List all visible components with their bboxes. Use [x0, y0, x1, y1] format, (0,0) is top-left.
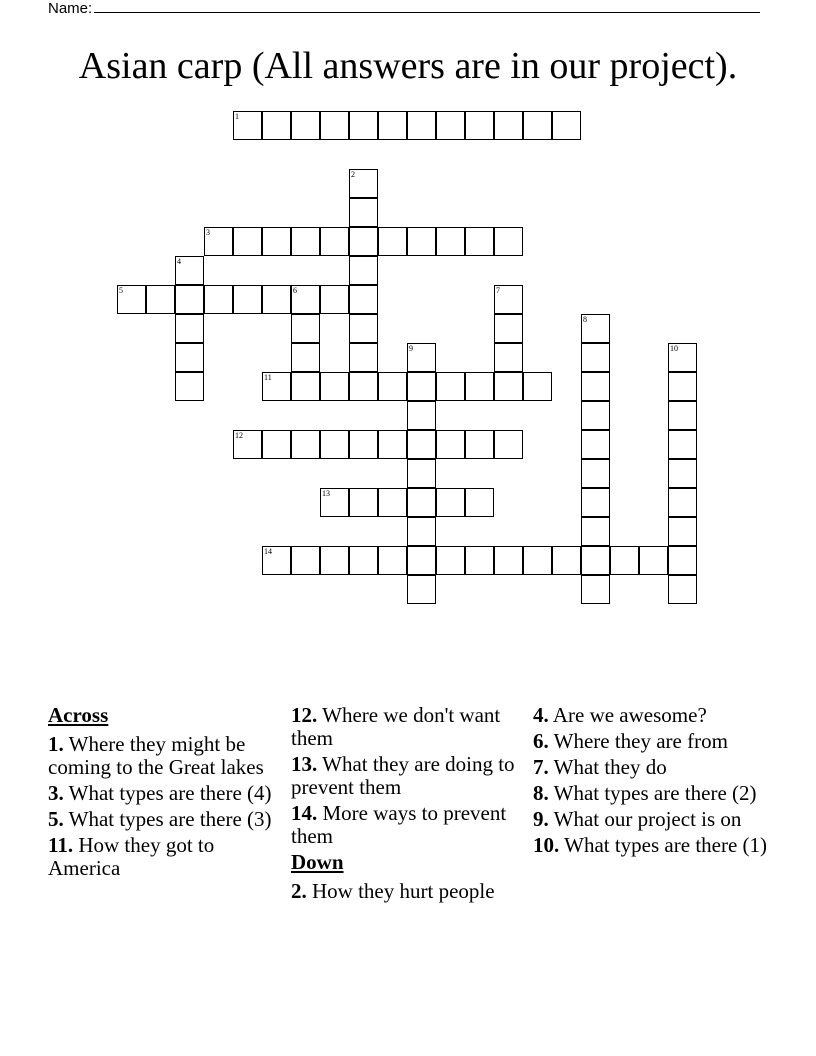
grid-cell[interactable] — [320, 546, 349, 575]
grid-cell[interactable] — [291, 285, 320, 314]
grid-cell[interactable] — [436, 372, 465, 401]
grid-cell[interactable] — [407, 459, 436, 488]
grid-cell[interactable] — [378, 546, 407, 575]
grid-cell[interactable] — [436, 111, 465, 140]
grid-cell[interactable] — [494, 227, 523, 256]
grid-cell[interactable] — [204, 227, 233, 256]
cell-number: 11 — [264, 373, 272, 382]
grid-cell[interactable] — [378, 430, 407, 459]
across-clue-3 — [48, 782, 280, 805]
grid-cell[interactable] — [668, 575, 697, 604]
cell-number: 2 — [351, 170, 355, 179]
grid-cell[interactable] — [465, 546, 494, 575]
grid-cell[interactable] — [291, 227, 320, 256]
grid-cell[interactable] — [349, 285, 378, 314]
grid-cell[interactable] — [349, 430, 378, 459]
grid-cell[interactable] — [320, 111, 349, 140]
grid-cell[interactable] — [378, 372, 407, 401]
down-heading: Down — [291, 850, 344, 874]
grid-cell[interactable] — [523, 546, 552, 575]
grid-cell[interactable] — [349, 372, 378, 401]
grid-cell[interactable] — [320, 227, 349, 256]
grid-cell[interactable] — [581, 372, 610, 401]
grid-cell[interactable] — [291, 343, 320, 372]
clue-text: Where they might be coming to the Great lakes — [48, 732, 264, 779]
clue-text: Where we don't want them — [291, 703, 501, 750]
clue-text: What types are there (3) — [68, 807, 272, 831]
page-title: Asian carp (All answers are in our project). — [78, 45, 738, 87]
grid-cell[interactable] — [378, 111, 407, 140]
down-clue-9 — [533, 808, 773, 831]
grid-cell[interactable] — [175, 314, 204, 343]
grid-cell[interactable] — [262, 372, 291, 401]
clue-number: 13. — [291, 752, 318, 776]
grid-cell[interactable] — [233, 285, 262, 314]
grid-cell[interactable] — [436, 546, 465, 575]
down-clue-6 — [533, 730, 773, 753]
clue-column-2 — [291, 704, 523, 906]
clue-text: What types are there (1) — [564, 833, 768, 857]
grid-cell[interactable] — [175, 256, 204, 285]
grid-cell[interactable] — [262, 430, 291, 459]
grid-cell[interactable] — [523, 372, 552, 401]
clue-text: Where they are from — [553, 729, 728, 753]
clue-text: Are we awesome? — [552, 703, 707, 727]
grid-cell[interactable] — [668, 343, 697, 372]
clue-number: 12. — [291, 703, 318, 727]
cell-number: 12 — [235, 431, 243, 440]
grid-cell[interactable] — [494, 285, 523, 314]
cell-number: 9 — [409, 344, 413, 353]
grid-cell[interactable] — [407, 430, 436, 459]
grid-cell[interactable] — [117, 285, 146, 314]
grid-cell[interactable] — [668, 430, 697, 459]
clue-text: What they do — [553, 755, 667, 779]
across-heading: Across — [48, 703, 109, 727]
grid-cell[interactable] — [610, 546, 639, 575]
grid-cell[interactable] — [465, 111, 494, 140]
down-clue-8 — [533, 782, 773, 805]
grid-cell[interactable] — [407, 227, 436, 256]
across-clue-13 — [291, 753, 523, 799]
clue-number: 11. — [48, 833, 74, 857]
grid-cell[interactable] — [494, 546, 523, 575]
grid-cell[interactable] — [349, 227, 378, 256]
grid-cell[interactable] — [552, 546, 581, 575]
grid-cell[interactable] — [291, 372, 320, 401]
grid-cell[interactable] — [581, 430, 610, 459]
cell-number: 10 — [670, 344, 678, 353]
clue-column-3 — [533, 704, 773, 860]
grid-cell[interactable] — [146, 285, 175, 314]
grid-cell[interactable] — [494, 314, 523, 343]
grid-cell[interactable] — [668, 459, 697, 488]
grid-cell[interactable] — [349, 198, 378, 227]
grid-cell[interactable] — [581, 488, 610, 517]
grid-cell[interactable] — [291, 546, 320, 575]
grid-cell[interactable] — [436, 430, 465, 459]
cell-number: 13 — [322, 489, 330, 498]
across-clue-5 — [48, 808, 280, 831]
clue-text: How they got to America — [48, 833, 215, 880]
clue-number: 5. — [48, 807, 64, 831]
cell-number: 14 — [264, 547, 272, 556]
grid-cell[interactable] — [349, 169, 378, 198]
grid-cell[interactable] — [204, 285, 233, 314]
name-label: Name: — [48, 0, 93, 17]
grid-cell[interactable] — [552, 111, 581, 140]
grid-cell[interactable] — [523, 111, 552, 140]
grid-cell[interactable] — [581, 343, 610, 372]
clue-text: What they are doing to prevent them — [291, 752, 515, 799]
grid-cell[interactable] — [320, 285, 349, 314]
grid-cell[interactable] — [407, 546, 436, 575]
cell-number: 5 — [119, 286, 123, 295]
grid-cell[interactable] — [233, 227, 262, 256]
grid-cell[interactable] — [378, 227, 407, 256]
grid-cell[interactable] — [262, 227, 291, 256]
down-clue-10 — [533, 834, 773, 857]
cell-number: 8 — [583, 315, 587, 324]
grid-cell[interactable] — [465, 372, 494, 401]
grid-cell[interactable] — [175, 343, 204, 372]
grid-cell[interactable] — [233, 111, 262, 140]
grid-cell[interactable] — [494, 111, 523, 140]
grid-cell[interactable] — [320, 372, 349, 401]
grid-cell[interactable] — [668, 401, 697, 430]
grid-cell[interactable] — [465, 488, 494, 517]
grid-cell[interactable] — [407, 111, 436, 140]
across-clue-11 — [48, 834, 280, 880]
grid-cell[interactable] — [349, 111, 378, 140]
across-clue-14 — [291, 802, 523, 848]
grid-cell[interactable] — [581, 517, 610, 546]
grid-cell[interactable] — [494, 430, 523, 459]
cell-number: 4 — [177, 257, 181, 266]
grid-cell[interactable] — [407, 372, 436, 401]
grid-cell[interactable] — [639, 546, 668, 575]
cell-number: 7 — [496, 286, 500, 295]
grid-cell[interactable] — [668, 517, 697, 546]
grid-cell[interactable] — [407, 343, 436, 372]
clue-number: 8. — [533, 781, 549, 805]
down-clue-7 — [533, 756, 773, 779]
grid-cell[interactable] — [581, 314, 610, 343]
grid-cell[interactable] — [262, 546, 291, 575]
clue-number: 4. — [533, 703, 549, 727]
clue-text: More ways to prevent them — [291, 801, 507, 848]
grid-cell[interactable] — [349, 546, 378, 575]
cell-number: 6 — [293, 286, 297, 295]
clue-number: 10. — [533, 833, 560, 857]
across-clue-12 — [291, 704, 523, 750]
grid-cell[interactable] — [581, 575, 610, 604]
down-clue-2 — [291, 880, 523, 903]
grid-cell[interactable] — [465, 227, 494, 256]
grid-cell[interactable] — [262, 285, 291, 314]
grid-cell[interactable] — [581, 401, 610, 430]
clue-number: 6. — [533, 729, 549, 753]
clue-text: How they hurt people — [312, 879, 495, 903]
grid-cell[interactable] — [291, 430, 320, 459]
cell-number: 1 — [235, 112, 239, 121]
grid-cell[interactable] — [407, 488, 436, 517]
clue-text: What types are there (2) — [553, 781, 757, 805]
grid-cell[interactable] — [581, 546, 610, 575]
clue-number: 3. — [48, 781, 64, 805]
clue-number: 9. — [533, 807, 549, 831]
grid-cell[interactable] — [291, 111, 320, 140]
grid-cell[interactable] — [378, 488, 407, 517]
grid-cell[interactable] — [407, 575, 436, 604]
grid-cell[interactable] — [175, 372, 204, 401]
clue-number: 2. — [291, 879, 307, 903]
grid-cell[interactable] — [494, 343, 523, 372]
grid-cell[interactable] — [668, 546, 697, 575]
grid-cell[interactable] — [581, 459, 610, 488]
across-clue-1 — [48, 733, 280, 779]
clue-number: 14. — [291, 801, 318, 825]
grid-cell[interactable] — [320, 488, 349, 517]
clue-text: What our project is on — [553, 807, 742, 831]
grid-cell[interactable] — [407, 401, 436, 430]
grid-cell[interactable] — [465, 430, 494, 459]
grid-cell[interactable] — [349, 256, 378, 285]
down-clue-4 — [533, 704, 773, 727]
clue-number: 1. — [48, 732, 64, 756]
clue-column-1 — [48, 704, 280, 883]
grid-cell[interactable] — [349, 314, 378, 343]
grid-cell[interactable] — [320, 430, 349, 459]
clue-number: 7. — [533, 755, 549, 779]
grid-cell[interactable] — [668, 372, 697, 401]
grid-cell[interactable] — [407, 517, 436, 546]
grid-cell[interactable] — [436, 488, 465, 517]
grid-cell[interactable] — [262, 111, 291, 140]
grid-cell[interactable] — [291, 314, 320, 343]
grid-cell[interactable] — [494, 372, 523, 401]
cell-number: 3 — [206, 228, 210, 237]
grid-cell[interactable] — [349, 343, 378, 372]
grid-cell[interactable] — [233, 430, 262, 459]
clue-text: What types are there (4) — [68, 781, 272, 805]
grid-cell[interactable] — [175, 285, 204, 314]
grid-cell[interactable] — [668, 488, 697, 517]
grid-cell[interactable] — [349, 488, 378, 517]
grid-cell[interactable] — [436, 227, 465, 256]
